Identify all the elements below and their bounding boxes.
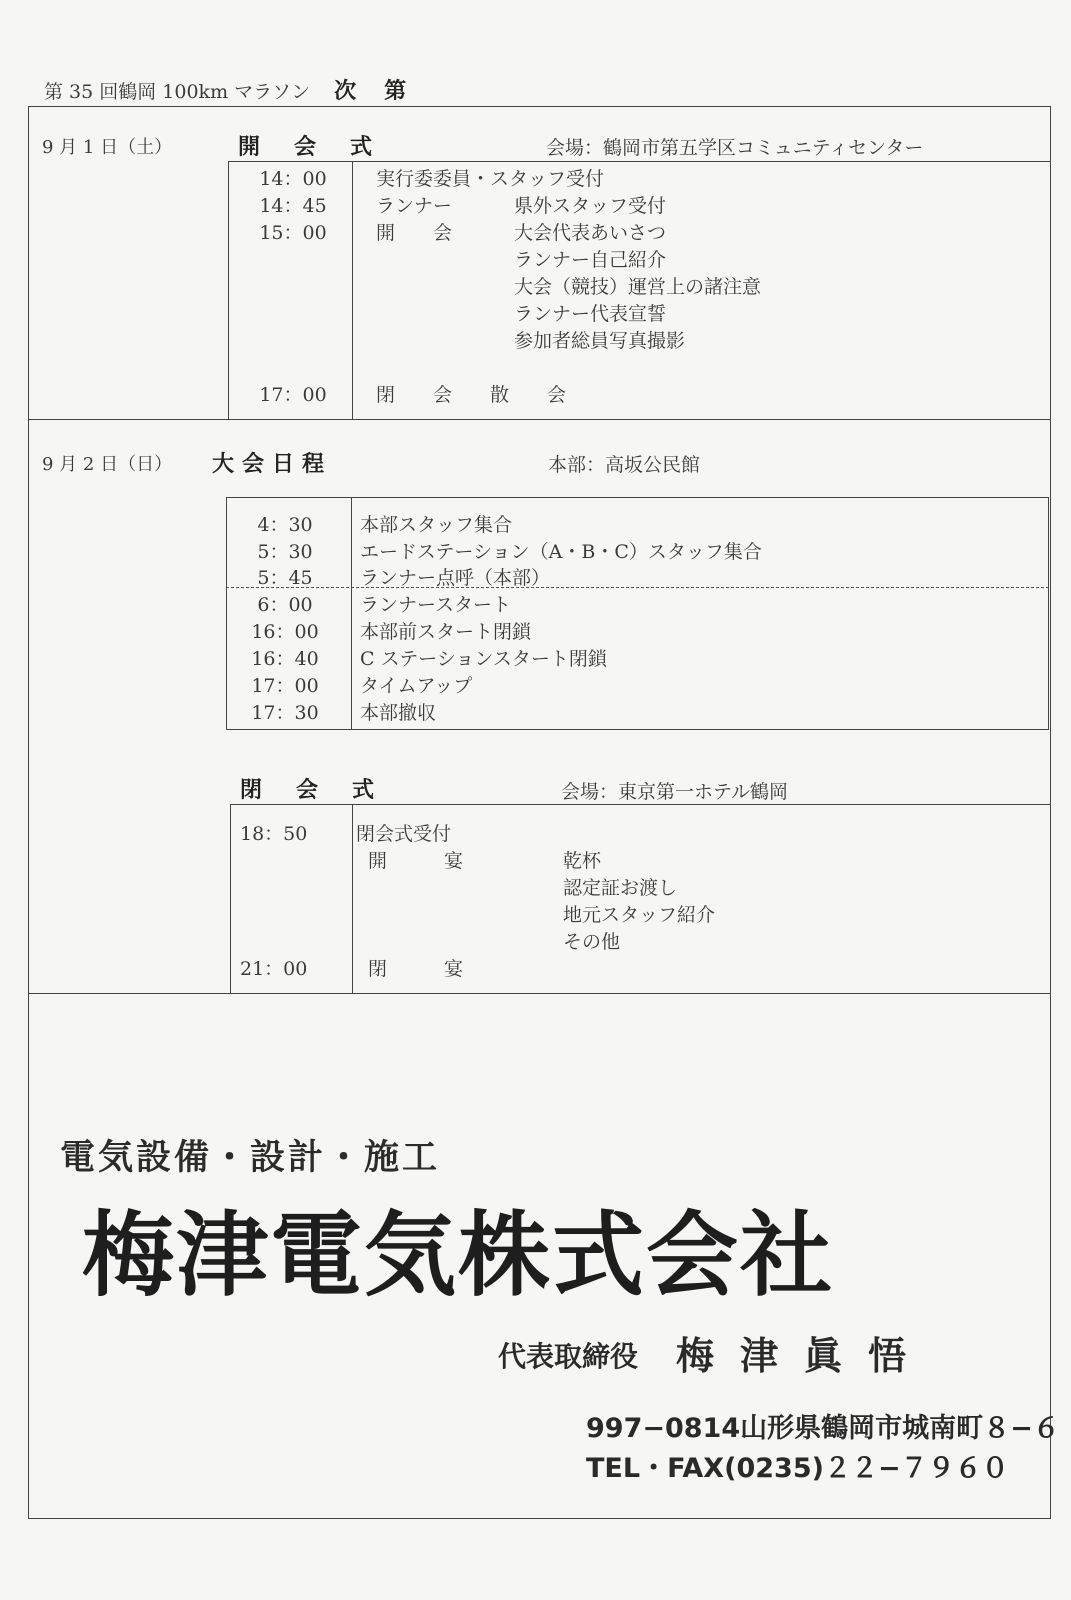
day2-row-time: 17：00 [251,675,319,697]
day2-row-time: 5：30 [257,541,313,563]
ad-representative-title: 代表取締役 [498,1340,639,1373]
ad-representative-name: 梅津眞悟 [676,1334,933,1378]
day2-row-item: ランナースタート [360,594,512,616]
day1-row-detail: ランナー代表宣誓 [514,303,667,325]
day1-row-item: 閉 会 散 会 [376,384,567,406]
document-title-sub: 次第 [334,78,435,104]
closing-table-divider [352,804,353,994]
document-title-main: 第 35 回鶴岡 100km マラソン [44,81,311,103]
day2-row-time: 17：30 [251,702,319,724]
day2-heading: 大会日程 [212,451,333,477]
day1-section-bottom-rule [28,419,1051,420]
closing-row-time: 18：50 [240,823,308,845]
day1-row-item: 開 会 [376,222,453,244]
day2-row-time: 16：00 [251,621,319,643]
day2-table-box [226,497,1049,730]
document-title [44,74,434,105]
day2-row-item: 本部前スタート閉鎖 [360,621,532,643]
day1-row-time: 17：00 [259,384,327,406]
day2-row-time: 16：40 [251,648,319,670]
day2-dashed-separator [226,587,1049,588]
day2-row-item: タイムアップ [360,675,473,697]
day2-row-time: 5：45 [257,567,313,589]
day1-row-time: 14：45 [259,195,327,217]
closing-row-detail: 地元スタッフ紹介 [563,904,716,926]
day1-row-item: 実行委委員・スタッフ受付 [376,168,605,190]
ad-company-name: 梅津電気株式会社 [82,1202,835,1309]
closing-heading: 閉 会 式 [240,777,381,803]
closing-section-bottom-rule [28,993,1051,994]
day1-row-detail: 大会（競技）運営上の諸注意 [514,276,762,298]
closing-row-item: 閉 宴 [368,958,464,980]
ad-tagline: 電気設備・設計・施工 [60,1138,441,1178]
day1-row-detail: ランナー自己紹介 [514,249,667,271]
closing-row-time: 21：00 [240,958,308,980]
day1-venue: 会場：鶴岡市第五学区コミュニティセンター [546,137,924,159]
day1-row-detail: 県外スタッフ受付 [514,195,667,217]
day1-row-detail: 参加者総員写真撮影 [514,330,686,352]
day2-row-time: 4：30 [257,514,313,536]
day1-heading: 開 会 式 [238,134,379,160]
day2-table-divider [351,497,352,730]
day2-row-item: 本部撤収 [360,702,437,724]
ad-address: 997−0814山形県鶴岡市城南町８−６ [586,1413,1060,1444]
closing-table-top-rule [230,804,1051,805]
closing-table-left-rule [230,804,231,994]
day2-row-time: 6：00 [257,594,313,616]
closing-row-detail: 認定証お渡し [563,877,678,899]
day2-venue: 本部：高坂公民館 [548,454,701,476]
ad-phone-fax: TEL・FAX(0235)２２−７９６０ [586,1453,1009,1484]
closing-row-item: 閉会式受付 [356,823,452,845]
closing-row-detail: 乾杯 [563,850,602,872]
closing-row-detail: その他 [563,931,621,953]
day1-row-detail: 大会代表あいさつ [514,222,667,244]
closing-row-item: 開 宴 [368,850,464,872]
day2-row-item: C ステーションスタート閉鎖 [360,648,607,670]
day1-date: 9 月 1 日（土） [42,137,173,158]
day2-row-item: 本部スタッフ集合 [360,514,513,536]
day1-row-time: 14：00 [259,168,327,190]
day1-table-divider [352,161,353,420]
day1-row-time: 15：00 [259,222,327,244]
day1-table-left-rule [228,161,229,420]
closing-venue: 会場：東京第一ホテル鶴岡 [561,781,789,803]
day2-row-item: ランナー点呼（本部） [360,567,551,589]
day1-row-item: ランナー [376,195,453,217]
day2-row-item: エードステーション（A・B・C）スタッフ集合 [360,541,762,563]
day2-date: 9 月 2 日（日） [42,454,173,475]
